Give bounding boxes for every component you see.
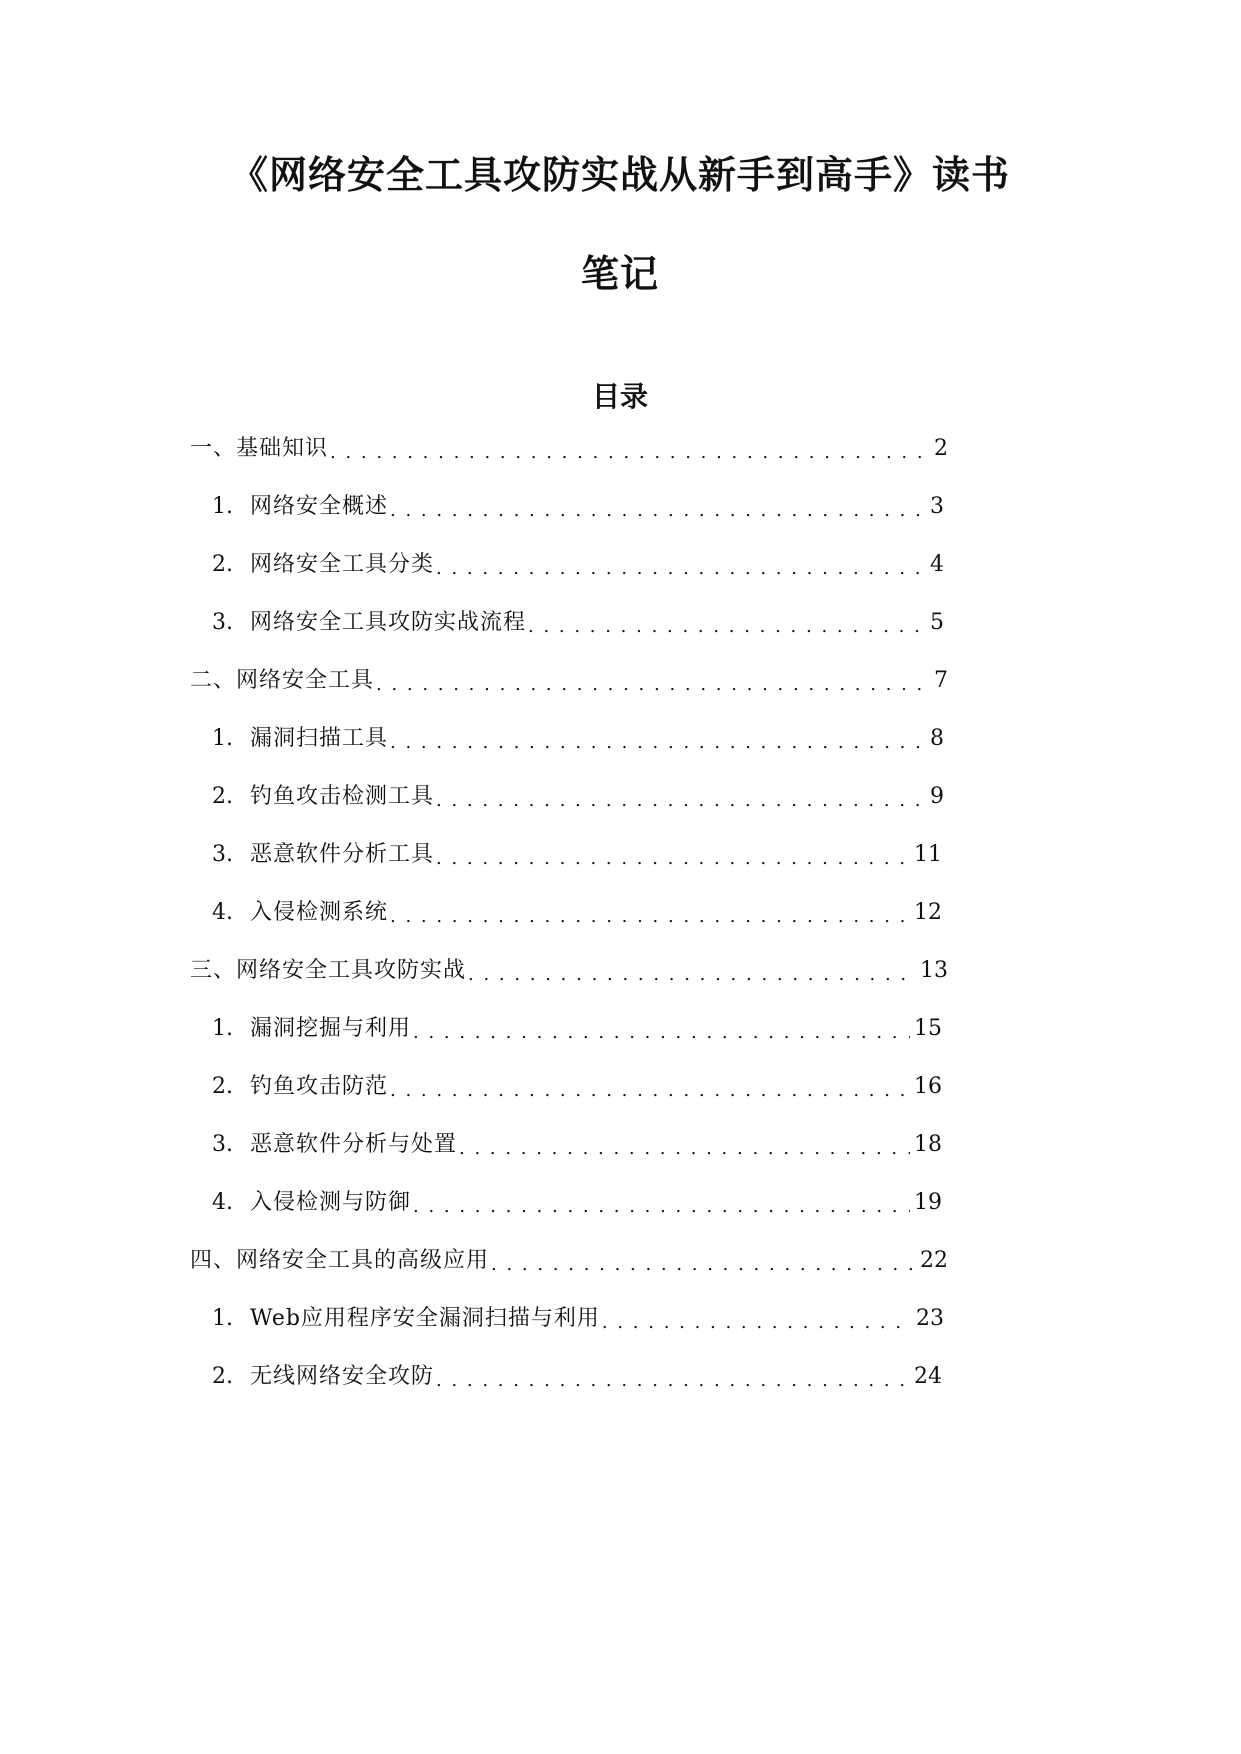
toc-entry-label: 钓鱼攻击防范 xyxy=(250,1074,389,1099)
toc-entry-label: 钓鱼攻击检测工具 xyxy=(250,784,435,809)
toc-entry-number: 1. xyxy=(212,726,233,751)
toc-entry-number: 4. xyxy=(212,1190,233,1215)
toc-entry-page: 11 xyxy=(914,842,942,867)
toc-entry[interactable] xyxy=(212,897,942,929)
toc-entry-label: 入侵检测与防御 xyxy=(250,1190,412,1215)
toc-entry[interactable] xyxy=(212,781,944,813)
toc-entry-page: 19 xyxy=(914,1190,942,1215)
toc-dot-leader xyxy=(390,723,926,755)
toc-dot-leader xyxy=(413,1187,910,1219)
toc-dot-leader xyxy=(390,1071,910,1103)
toc-entry-page: 4 xyxy=(930,552,944,577)
toc-dot-leader xyxy=(390,897,910,929)
toc-dot-leader xyxy=(528,607,926,639)
toc-entry-label: 漏洞扫描工具 xyxy=(250,726,389,751)
toc-heading: 目录 xyxy=(591,380,648,413)
toc-entry-number: 2. xyxy=(212,552,233,577)
toc-dot-leader xyxy=(436,549,926,581)
toc-entry-page: 22 xyxy=(920,1248,948,1273)
toc-entry-label: 四、网络安全工具的高级应用 xyxy=(190,1248,490,1273)
toc-entry[interactable] xyxy=(212,549,944,581)
toc-entry-label: 网络安全概述 xyxy=(250,494,389,519)
toc-entry-label: 恶意软件分析与处置 xyxy=(250,1132,458,1157)
toc-entry-label: 一、基础知识 xyxy=(190,436,329,461)
toc-entry[interactable] xyxy=(212,1361,942,1393)
toc-entry-page: 8 xyxy=(930,726,944,751)
toc-entry-number: 1. xyxy=(212,1016,233,1041)
toc-entry-label: 漏洞挖掘与利用 xyxy=(250,1016,412,1041)
toc-entry-page: 12 xyxy=(914,900,942,925)
toc-entry-number: 3. xyxy=(212,1132,233,1157)
toc-entry[interactable] xyxy=(212,1129,942,1161)
toc-entry-page: 24 xyxy=(914,1364,942,1389)
toc-entry[interactable] xyxy=(212,1013,942,1045)
toc-entry-page: 2 xyxy=(934,436,948,461)
toc-entry-label: 入侵检测系统 xyxy=(250,900,389,925)
toc-entry-number: 2. xyxy=(212,784,233,809)
toc-entry[interactable] xyxy=(212,1303,944,1335)
toc-entry-number: 4. xyxy=(212,900,233,925)
toc-dot-leader xyxy=(330,433,930,465)
toc-entry-number: 2. xyxy=(212,1364,233,1389)
toc-entry[interactable] xyxy=(212,491,944,523)
toc-entry[interactable] xyxy=(212,1071,942,1103)
toc-entry-label: 恶意软件分析工具 xyxy=(250,842,435,867)
toc-entry-page: 16 xyxy=(914,1074,942,1099)
toc-entry-number: 3. xyxy=(212,842,233,867)
toc-entry[interactable] xyxy=(212,607,944,639)
toc-entry[interactable] xyxy=(190,665,948,697)
toc-entry-label: 无线网络安全攻防 xyxy=(250,1364,435,1389)
toc-entry-page: 18 xyxy=(914,1132,942,1157)
toc-entry-page: 15 xyxy=(914,1016,942,1041)
toc-entry-number: 3. xyxy=(212,610,233,635)
toc-entry[interactable] xyxy=(212,1187,942,1219)
toc-entry-page: 23 xyxy=(916,1306,944,1331)
toc-entry-number: 1. xyxy=(212,494,233,519)
toc-dot-leader xyxy=(436,781,926,813)
toc-entry-page: 13 xyxy=(920,958,948,983)
toc-dot-leader xyxy=(413,1013,910,1045)
toc-entry-label: 三、网络安全工具攻防实战 xyxy=(190,958,467,983)
toc-dot-leader xyxy=(390,491,926,523)
toc-entry-number: 2. xyxy=(212,1074,233,1099)
toc-entry-page: 7 xyxy=(934,668,948,693)
toc-entry[interactable] xyxy=(212,723,944,755)
toc-entry-number: 1. xyxy=(212,1306,233,1331)
toc-dot-leader xyxy=(436,839,910,871)
toc-dot-leader xyxy=(436,1361,910,1393)
toc-dot-leader xyxy=(376,665,930,697)
toc-entry-label: 二、网络安全工具 xyxy=(190,668,375,693)
toc-entry[interactable] xyxy=(190,955,948,987)
document-title-line-2: 笔记 xyxy=(580,252,659,296)
toc-entry-page: 3 xyxy=(930,494,944,519)
document-title-line-1: 《网络安全工具攻防实战从新手到高手》读书 xyxy=(229,153,1010,197)
toc-dot-leader xyxy=(468,955,916,987)
toc-dot-leader xyxy=(491,1245,916,1277)
toc-entry-page: 9 xyxy=(930,784,944,809)
toc-entry[interactable] xyxy=(190,1245,948,1277)
toc-dot-leader xyxy=(459,1129,910,1161)
toc-entry-page: 5 xyxy=(930,610,944,635)
toc-entry[interactable] xyxy=(212,839,942,871)
toc-entry-label: 网络安全工具分类 xyxy=(250,552,435,577)
toc-entry[interactable] xyxy=(190,433,948,465)
toc-entry-label: 网络安全工具攻防实战流程 xyxy=(250,610,527,635)
toc-dot-leader xyxy=(602,1303,912,1335)
toc-entry-label: Web应用程序安全漏洞扫描与利用 xyxy=(250,1306,600,1331)
